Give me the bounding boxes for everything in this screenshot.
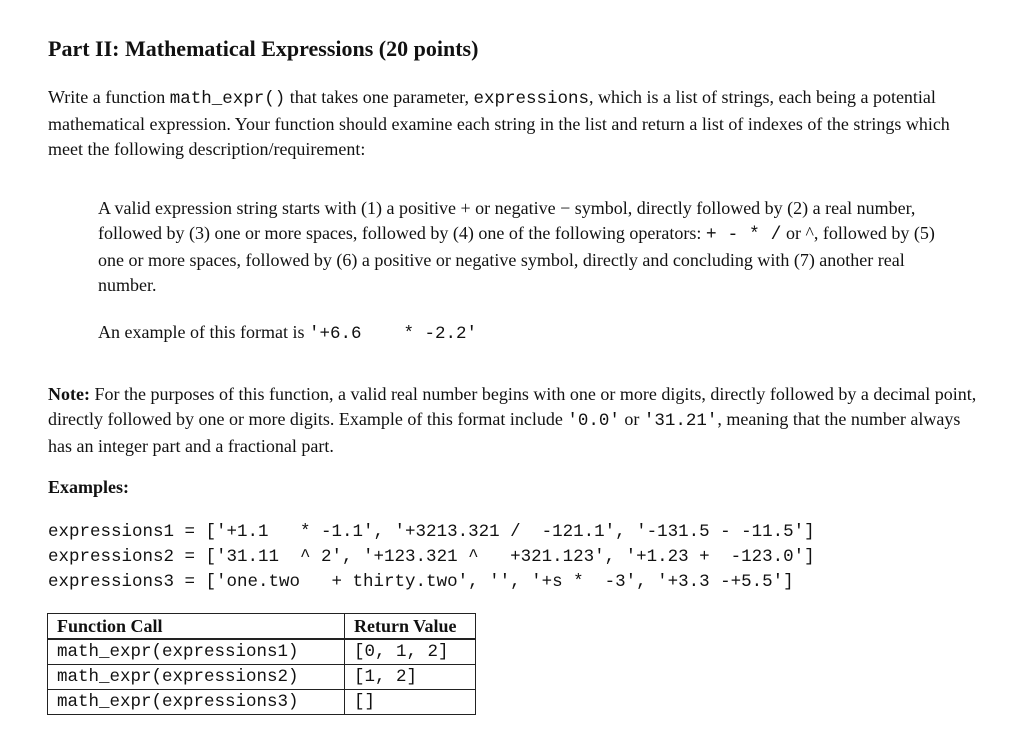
return-value-cell: [0, 1, 2] — [345, 639, 476, 665]
parameter-name: expressions — [473, 89, 589, 109]
column-header-function-call: Function Call — [48, 614, 345, 640]
intro-text-3: , which is a list of strings, each being a potential mathematical expression. Your function should examine each string in the list and return a list of indexes of the strings which meet the following description/requirement: — [48, 87, 950, 159]
format-example-value: '+6.6 * -2.2' — [308, 324, 477, 344]
note-paragraph — [48, 382, 983, 459]
note-text-3: , meaning that the number always has an integer part and a fractional part. — [48, 409, 961, 456]
caret-operator: ^ — [805, 223, 814, 243]
function-call-cell: math_expr(expressions2) — [48, 665, 345, 690]
intro-text-1: Write a function — [48, 87, 170, 107]
requirement-text-2: or — [781, 223, 806, 243]
note-text-1: For the purposes of this function, a valid real number begins with one or more digits, directly followed by a decimal point, directly followed by one or more digits. Example of this format include — [48, 384, 977, 429]
function-call-cell: math_expr(expressions3) — [48, 690, 345, 715]
requirement-text-1: A valid expression string starts with (1) a positive + or negative − symbol, directly followed by (2) a real number, followed by (3) one or more spaces, followed by (4) one of the following operators: — [98, 198, 916, 243]
note-example-2: '31.21' — [643, 411, 718, 431]
requirement-text-3: , followed by (5) one or more spaces, followed by (6) a positive or negative symbol, directly and concluding with (7) another real number. — [98, 223, 935, 295]
section-title: Part II: Mathematical Expressions (20 points) — [48, 36, 479, 61]
note-example-1: '0.0' — [567, 411, 620, 431]
function-name: math_expr() — [169, 89, 286, 109]
operator-list: + - * / — [705, 225, 782, 245]
table-row — [48, 665, 476, 690]
return-value-cell: [1, 2] — [345, 665, 476, 690]
intro-paragraph — [48, 85, 983, 162]
note-label: Note: — [48, 384, 90, 404]
intro-text-2: that takes one parameter, — [285, 87, 474, 107]
format-example-label: An example of this format is — [98, 322, 309, 342]
code-line: expressions2 = ['31.11 ^ 2', '+123.321 ^ +321.123', '+1.23 + -123.0'] — [48, 547, 815, 567]
table-row — [48, 639, 476, 665]
table-header-row — [48, 614, 476, 640]
format-example — [98, 320, 958, 347]
code-line: expressions1 = ['+1.1 * -1.1', '+3213.321 / -121.1', '-131.5 - -11.5'] — [48, 522, 815, 542]
function-call-table — [47, 613, 476, 715]
return-value-cell: [] — [345, 690, 476, 715]
function-call-cell: math_expr(expressions1) — [48, 639, 345, 665]
examples-heading: Examples: — [48, 477, 129, 497]
column-header-return-value: Return Value — [345, 614, 476, 640]
note-text-2: or — [619, 409, 644, 429]
table-row — [48, 690, 476, 715]
code-line: expressions3 = ['one.two + thirty.two', '', '+s * -3', '+3.3 -+5.5'] — [48, 572, 794, 592]
requirement-description — [98, 196, 958, 298]
